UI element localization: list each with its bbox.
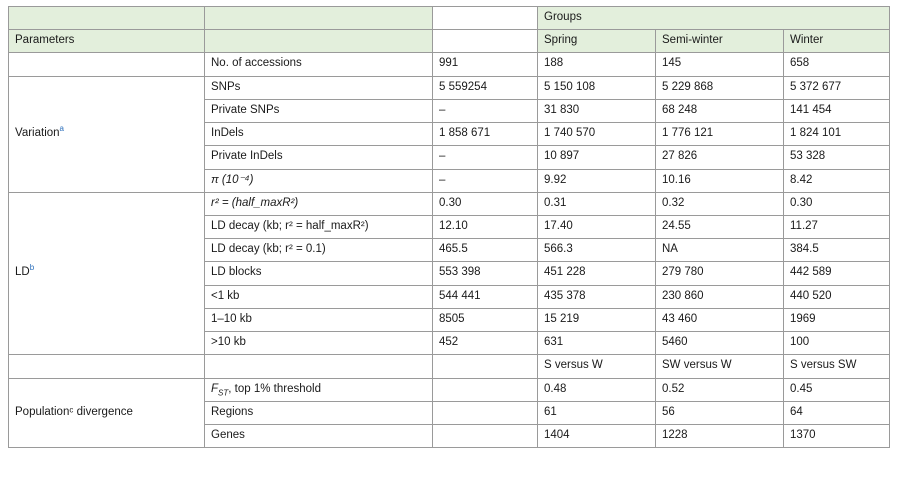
header-subparameter-blank: [205, 30, 433, 53]
row-label-fst-threshold: [205, 378, 433, 401]
cell-winter: 658: [784, 53, 890, 76]
section-label-empty-3: [9, 355, 205, 378]
cell-winter: 53 328: [784, 146, 890, 169]
table-row: [9, 192, 890, 215]
fst-subscript: ST: [218, 387, 229, 397]
table-header-row-columns: [9, 30, 890, 53]
cell-semi-winter: 10.16: [656, 169, 784, 192]
cell-total: –: [433, 146, 538, 169]
table-row: [9, 76, 890, 99]
cell-semi-winter: 230 860: [656, 285, 784, 308]
header-blank-total: [433, 7, 538, 30]
section-label-population-divergence: [9, 378, 205, 448]
cell-semi-winter: 43 460: [656, 308, 784, 331]
row-label-genes: Genes: [205, 424, 433, 447]
row-label-no-of-accessions: No. of accessions: [205, 53, 433, 76]
cell-semi-winter: 0.32: [656, 192, 784, 215]
header-group-winter: Winter: [784, 30, 890, 53]
cell-winter: 8.42: [784, 169, 890, 192]
cell-spring: 9.92: [538, 169, 656, 192]
row-label-lt-1kb: <1 kb: [205, 285, 433, 308]
header-total-column: [433, 30, 538, 53]
cell-total: [433, 355, 538, 378]
cell-s-vs-sw: 1370: [784, 424, 890, 447]
cell-total: 553 398: [433, 262, 538, 285]
row-label-private-snps: Private SNPs: [205, 99, 433, 122]
cell-semi-winter: 1 776 121: [656, 123, 784, 146]
cell-semi-winter: NA: [656, 239, 784, 262]
table-header-row-groups: [9, 7, 890, 30]
cell-semi-winter: 24.55: [656, 215, 784, 238]
cell-s-vs-w: 1404: [538, 424, 656, 447]
row-label-pi: π (10⁻⁴): [205, 169, 433, 192]
cell-total: [433, 424, 538, 447]
cell-winter: 141 454: [784, 99, 890, 122]
cell-sw-vs-w: 56: [656, 401, 784, 424]
table-row: [9, 53, 890, 76]
cell-total: [433, 378, 538, 401]
row-label-1-10kb: 1–10 kb: [205, 308, 433, 331]
cell-spring: 31 830: [538, 99, 656, 122]
header-group-spring: Spring: [538, 30, 656, 53]
row-label-ld-decay-01: LD decay (kb; r² = 0.1): [205, 239, 433, 262]
cell-total: 12.10: [433, 215, 538, 238]
table-row-comparison-header: [9, 355, 890, 378]
statistics-table: [8, 6, 890, 448]
cell-spring: 17.40: [538, 215, 656, 238]
cell-s-vs-sw: 64: [784, 401, 890, 424]
statistics-table-container: [8, 6, 889, 448]
cell-winter: 0.30: [784, 192, 890, 215]
cell-winter: 1969: [784, 308, 890, 331]
cell-semi-winter: 279 780: [656, 262, 784, 285]
row-label-ld-decay-halfmax: LD decay (kb; r² = half_maxR²): [205, 215, 433, 238]
cell-sw-vs-w: 0.52: [656, 378, 784, 401]
row-label-snps: SNPs: [205, 76, 433, 99]
cell-spring: 435 378: [538, 285, 656, 308]
cell-winter: 5 372 677: [784, 76, 890, 99]
cell-total: –: [433, 99, 538, 122]
cell-spring: 631: [538, 332, 656, 355]
cell-total: –: [433, 169, 538, 192]
section-label-variation-footnote: a: [59, 124, 64, 134]
cell-winter: 384.5: [784, 239, 890, 262]
cell-semi-winter: 5460: [656, 332, 784, 355]
cell-spring: 451 228: [538, 262, 656, 285]
cell-semi-winter: 68 248: [656, 99, 784, 122]
cell-s-vs-sw: 0.45: [784, 378, 890, 401]
table-row: [9, 378, 890, 401]
cell-comparison-s-vs-sw: S versus SW: [784, 355, 890, 378]
header-parameters-label: Parameters: [9, 30, 205, 53]
cell-s-vs-w: 61: [538, 401, 656, 424]
cell-spring: 5 150 108: [538, 76, 656, 99]
cell-comparison-s-vs-w: S versus W: [538, 355, 656, 378]
cell-total: 452: [433, 332, 538, 355]
row-label-gt-10kb: >10 kb: [205, 332, 433, 355]
cell-total: 5 559254: [433, 76, 538, 99]
cell-winter: 100: [784, 332, 890, 355]
fst-threshold-text: , top 1% threshold: [228, 382, 321, 395]
row-label-indels: InDels: [205, 123, 433, 146]
row-label-regions: Regions: [205, 401, 433, 424]
cell-total: 1 858 671: [433, 123, 538, 146]
cell-winter: 11.27: [784, 215, 890, 238]
row-label-private-indels: Private InDels: [205, 146, 433, 169]
row-label-empty-comparison: [205, 355, 433, 378]
cell-semi-winter: 27 826: [656, 146, 784, 169]
section-label-ld-footnote: b: [29, 263, 35, 273]
cell-spring: 188: [538, 53, 656, 76]
cell-winter: 442 589: [784, 262, 890, 285]
cell-spring: 1 740 570: [538, 123, 656, 146]
fst-symbol: F: [211, 382, 219, 395]
cell-spring: 0.31: [538, 192, 656, 215]
cell-total: 991: [433, 53, 538, 76]
header-group-semi-winter: Semi-winter: [656, 30, 784, 53]
cell-sw-vs-w: 1228: [656, 424, 784, 447]
row-label-ld-blocks: LD blocks: [205, 262, 433, 285]
header-blank-b: [205, 7, 433, 30]
cell-winter: 440 520: [784, 285, 890, 308]
section-label-variation-text: Variation: [15, 127, 60, 140]
header-blank-a: [9, 7, 205, 30]
header-groups-label: Groups: [538, 7, 890, 30]
cell-spring: 10 897: [538, 146, 656, 169]
cell-total: [433, 401, 538, 424]
section-label-empty-0: [9, 53, 205, 76]
cell-spring: 15 219: [538, 308, 656, 331]
cell-total: 544 441: [433, 285, 538, 308]
cell-total: 0.30: [433, 192, 538, 215]
cell-total: 8505: [433, 308, 538, 331]
cell-winter: 1 824 101: [784, 123, 890, 146]
section-label-ld-text: LD: [15, 266, 30, 279]
cell-s-vs-w: 0.48: [538, 378, 656, 401]
cell-semi-winter: 145: [656, 53, 784, 76]
row-label-r2-halfmax: r² = (half_maxR²): [205, 192, 433, 215]
cell-total: 465.5: [433, 239, 538, 262]
section-label-population-divergence-text: Populationᶜ divergence: [15, 405, 133, 418]
section-label-ld: [9, 192, 205, 355]
cell-comparison-sw-vs-w: SW versus W: [656, 355, 784, 378]
section-label-variation: [9, 76, 205, 192]
cell-spring: 566.3: [538, 239, 656, 262]
cell-semi-winter: 5 229 868: [656, 76, 784, 99]
